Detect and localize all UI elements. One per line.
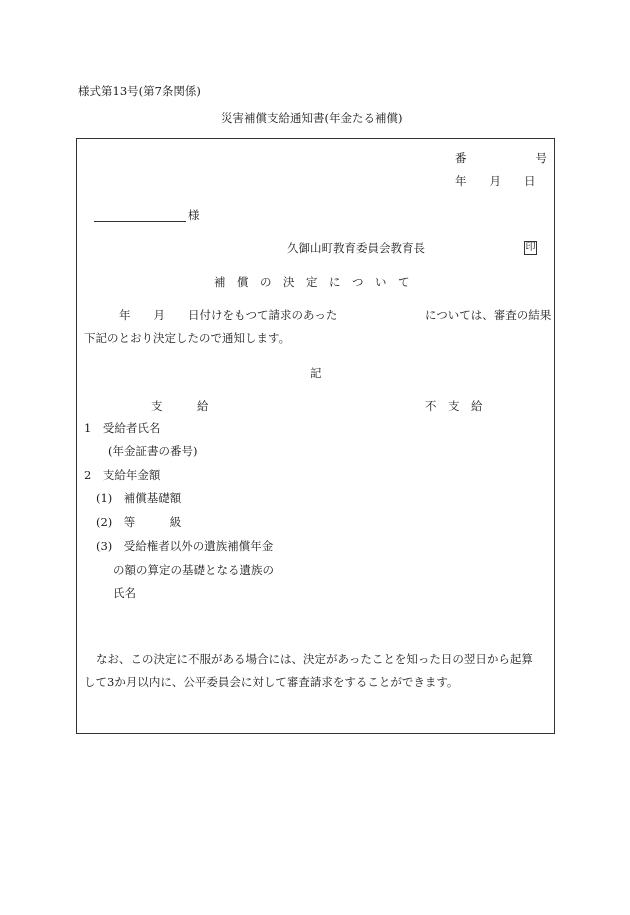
column-nonpayment: 不 支 給: [425, 399, 483, 413]
appeal-note-line1: なお、この決定に不服がある場合には、決定があったことを知った日の翌日から起算: [96, 652, 533, 666]
item-recipient-name: 1 受給者氏名: [84, 421, 161, 435]
form-number-label: 様式第13号(第7条関係): [78, 84, 201, 98]
subject-line: 補 償 の 決 定 に つ い て: [214, 275, 410, 289]
document-title: 災害補償支給通知書(年金たる補償): [221, 111, 403, 125]
appeal-note-line2: して3か月以内に、公平委員会に対して審査請求をすることができます。: [84, 675, 459, 689]
issuer-name: 久御山町教育委員会教育長: [287, 241, 425, 255]
number-label: 番 号: [455, 151, 547, 165]
item-bereaved-line2: の額の算定の基礎となる遺族の: [113, 563, 274, 577]
date-line: 年 月 日: [455, 174, 536, 188]
honorific: 様: [188, 208, 200, 222]
body-text-line2: 下記のとおり決定したので通知します。: [84, 331, 291, 345]
ki-heading: 記: [310, 366, 322, 380]
item-grade: (2) 等 級: [96, 515, 182, 529]
body-text-part1: 年 月 日付けをもつて請求のあった: [119, 308, 338, 322]
item-pension-cert-number: (年金証書の番号): [108, 444, 198, 458]
item-pension-amount: 2 支給年金額: [84, 468, 161, 482]
item-bereaved-line3: 氏名: [113, 586, 136, 600]
body-text-part2: については、審査の結果: [425, 308, 552, 322]
item-bereaved-line1: (3) 受給権者以外の遺族補償年金: [96, 539, 274, 553]
item-base-amount: (1) 補償基礎額: [96, 491, 182, 505]
seal-mark: 印: [525, 242, 536, 253]
notice-frame: [76, 138, 555, 734]
addressee-line: [94, 221, 186, 222]
column-payment: 支 給: [151, 399, 209, 413]
